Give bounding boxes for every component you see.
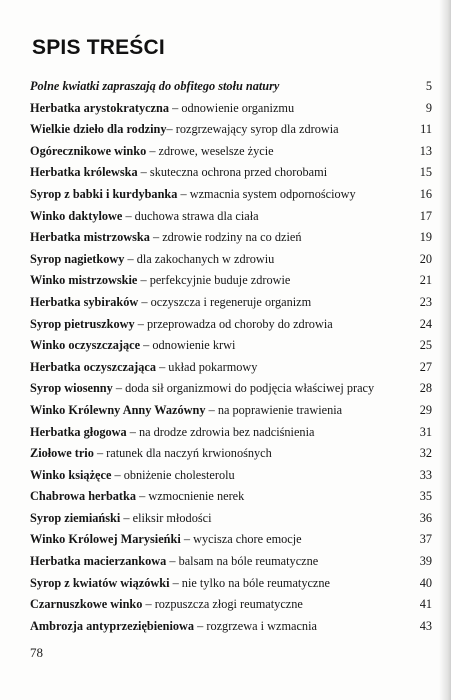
toc-entry-description: – odnowienie krwi (140, 338, 236, 353)
toc-entry-text (30, 422, 408, 444)
toc-entry-text (30, 141, 408, 163)
toc-entry-description: – rozgrzewa i wzmacnia (194, 618, 317, 633)
toc-entry-title: Ambrozja antyprzeziębieniowa (30, 618, 195, 633)
toc-entry (30, 98, 432, 120)
toc-entry (30, 486, 432, 508)
toc-entry-text (30, 486, 408, 508)
toc-entry-text (30, 314, 408, 336)
toc-entry-description: – duchowa strawa dla ciała (122, 208, 259, 223)
toc-entry-text (30, 119, 408, 141)
toc-entry-title: Winko książęce (30, 467, 112, 482)
toc-entry (30, 400, 432, 422)
toc-entry (30, 292, 432, 314)
toc-entry-description: – ratunek dla naczyń krwionośnych (93, 446, 272, 461)
toc-page-number: 20 (419, 251, 432, 266)
toc-entry-text (30, 249, 408, 271)
toc-entry (30, 206, 432, 228)
toc-entry-title: Syrop ziemiański (30, 510, 121, 525)
toc-entry (30, 616, 432, 638)
toc-entry-description: – nie tylko na bóle reumatyczne (169, 575, 330, 590)
toc-entry-title: Herbatka macierzankowa (30, 554, 167, 569)
toc-entry-title: Herbatka głogowa (30, 424, 127, 439)
toc-page-number: 36 (419, 510, 432, 525)
toc-entry-description: – obniżenie cholesterolu (111, 467, 235, 482)
toc-entry-text (30, 206, 408, 228)
toc-entry-title: Czarnuszkowe winko (30, 597, 143, 612)
toc-entry-title: Syrop z babki i kurdybanka (30, 186, 178, 201)
toc-entry-description: – wzmocnienie nerek (136, 489, 245, 504)
toc-entry-title: Winko daktylowe (30, 208, 123, 223)
toc-entry-title: Syrop wiosenny (30, 381, 113, 396)
toc-page-number: 33 (419, 467, 432, 482)
toc-entry-title: Winko Królewny Anny Wazówny (30, 402, 206, 417)
toc-entry-title: Wielkie dzieło dla rodziny (30, 122, 167, 137)
toc-entry-description: – wzmacnia system odpornościowy (177, 186, 356, 201)
toc-entry-description: – przeprowadza od choroby do zdrowia (134, 316, 333, 331)
toc-entry (30, 465, 432, 487)
toc-entry-description: – układ pokarmowy (156, 359, 258, 374)
toc-entry-title: Herbatka arystokratyczna (30, 100, 170, 115)
toc-entry (30, 270, 432, 292)
toc-entry (30, 76, 432, 98)
toc-entry-title: Winko Królowej Marysieńki (30, 532, 181, 547)
toc-page-number: 9 (425, 100, 432, 115)
toc-entry-description: – balsam na bóle reumatyczne (166, 554, 319, 569)
toc-page-number: 41 (419, 597, 432, 612)
toc-entry-text (30, 616, 408, 638)
toc-entry-text (30, 508, 408, 530)
toc-entry-text (30, 184, 408, 206)
toc-entry-description: – eliksir młodości (120, 510, 212, 525)
toc-entry (30, 551, 432, 573)
toc-page-number: 32 (419, 446, 432, 461)
toc-entry (30, 141, 432, 163)
toc-entry-text (30, 270, 408, 292)
toc-entry (30, 443, 432, 465)
toc-entry-description: – skuteczna ochrona przed chorobami (137, 165, 328, 180)
toc-entry-title: Winko oczyszczające (30, 338, 141, 353)
toc-page-number: 15 (419, 165, 432, 180)
toc-entry-description: – doda sił organizmowi do podjęcia właściwej pracy (112, 381, 375, 396)
toc-entry-text (30, 573, 408, 595)
toc-entry-text (30, 551, 408, 573)
toc-page-number: 21 (419, 273, 432, 288)
toc-page-number: 25 (419, 338, 432, 353)
toc-entry (30, 162, 432, 184)
toc-entry-text (30, 594, 408, 616)
toc-entry-description: – oczyszcza i regeneruje organizm (138, 294, 312, 309)
toc-entry-text (30, 98, 408, 120)
toc-entry (30, 573, 432, 595)
toc-entry-text (30, 76, 408, 98)
toc-page-number: 31 (419, 424, 432, 439)
page-number: 78 (30, 645, 43, 660)
toc-entry-title: Winko mistrzowskie (30, 273, 138, 288)
toc-entry-text (30, 227, 408, 249)
toc-entry-description: – dla zakochanych w zdrowiu (124, 251, 275, 266)
toc-page-number: 16 (419, 186, 432, 201)
toc-entry-description: – zdrowe, weselsze życie (146, 143, 274, 158)
toc-page-number: 37 (419, 532, 432, 547)
toc-entry-text (30, 529, 408, 551)
toc-entry-title: Syrop pietruszkowy (30, 316, 135, 331)
toc-entry-title: Ogórecznikowe winko (30, 143, 147, 158)
toc-entry-text (30, 335, 408, 357)
toc-entry-description: – wycisza chore emocje (180, 532, 302, 547)
toc-entry (30, 227, 432, 249)
toc-entry (30, 422, 432, 444)
toc-page-number: 23 (419, 294, 432, 309)
toc-entry-title: Herbatka mistrzowska (30, 230, 150, 245)
toc-entry-description: – odnowienie organizmu (169, 100, 295, 115)
toc-entry (30, 249, 432, 271)
toc-entry-text (30, 162, 408, 184)
toc-entry (30, 119, 432, 141)
toc-entry-description: – zdrowie rodziny na co dzień (149, 230, 302, 245)
toc-entry (30, 529, 432, 551)
toc-page-number: 27 (419, 359, 432, 374)
toc-page-number: 39 (419, 554, 432, 569)
toc-entry-title: Ziołowe trio (30, 446, 94, 461)
toc-entry-title: Herbatka oczyszczająca (30, 359, 156, 374)
toc-entry-title: Syrop z kwiatów wiązówki (30, 575, 170, 590)
toc-entry (30, 508, 432, 530)
toc-entry-text (30, 292, 408, 314)
toc-entry-text (30, 465, 408, 487)
toc-page-number: 11 (420, 122, 432, 137)
toc-entry-text (30, 443, 408, 465)
toc-page-number: 19 (419, 230, 432, 245)
toc-entry-title: Herbatka sybiraków (30, 294, 139, 309)
toc-page-number: 17 (419, 208, 432, 223)
toc-entry-title: Polne kwiatki zapraszają do obfitego stołu natury (30, 79, 280, 93)
toc-entry-title: Chabrowa herbatka (30, 489, 137, 504)
toc-entry (30, 335, 432, 357)
toc-entry (30, 184, 432, 206)
toc-page-number: 13 (419, 143, 432, 158)
toc-entry (30, 378, 432, 400)
toc-entry-title: Syrop nagietkowy (30, 251, 125, 266)
toc-page-number: 40 (419, 575, 432, 590)
toc-page-number: 29 (419, 402, 432, 417)
toc-entry (30, 357, 432, 379)
toc-entry-description: – rozgrzewający syrop dla zdrowia (166, 122, 339, 137)
toc-entry-text (30, 357, 408, 379)
toc-page-number: 5 (425, 79, 432, 93)
toc-entry-description: – na poprawienie trawienia (205, 402, 343, 417)
toc-entry-description: – na drodze zdrowia bez nadciśnienia (126, 424, 315, 439)
toc-entry-description: – rozpuszcza złogi reumatyczne (142, 597, 303, 612)
toc-entry (30, 314, 432, 336)
toc-entry (30, 594, 432, 616)
toc-page-number: 35 (419, 489, 432, 504)
toc-entry-text (30, 400, 408, 422)
page-title: SPIS TREŚCI (32, 36, 165, 59)
toc-entry-text (30, 378, 408, 400)
page-edge-shadow (439, 0, 451, 700)
toc-page-number: 24 (419, 316, 432, 331)
toc-page-number: 28 (419, 381, 432, 396)
toc-page-number: 43 (419, 618, 432, 633)
toc-entry-title: Herbatka królewska (30, 165, 138, 180)
toc-entry-description: – perfekcyjnie buduje zdrowie (137, 273, 291, 288)
table-of-contents (30, 76, 432, 637)
